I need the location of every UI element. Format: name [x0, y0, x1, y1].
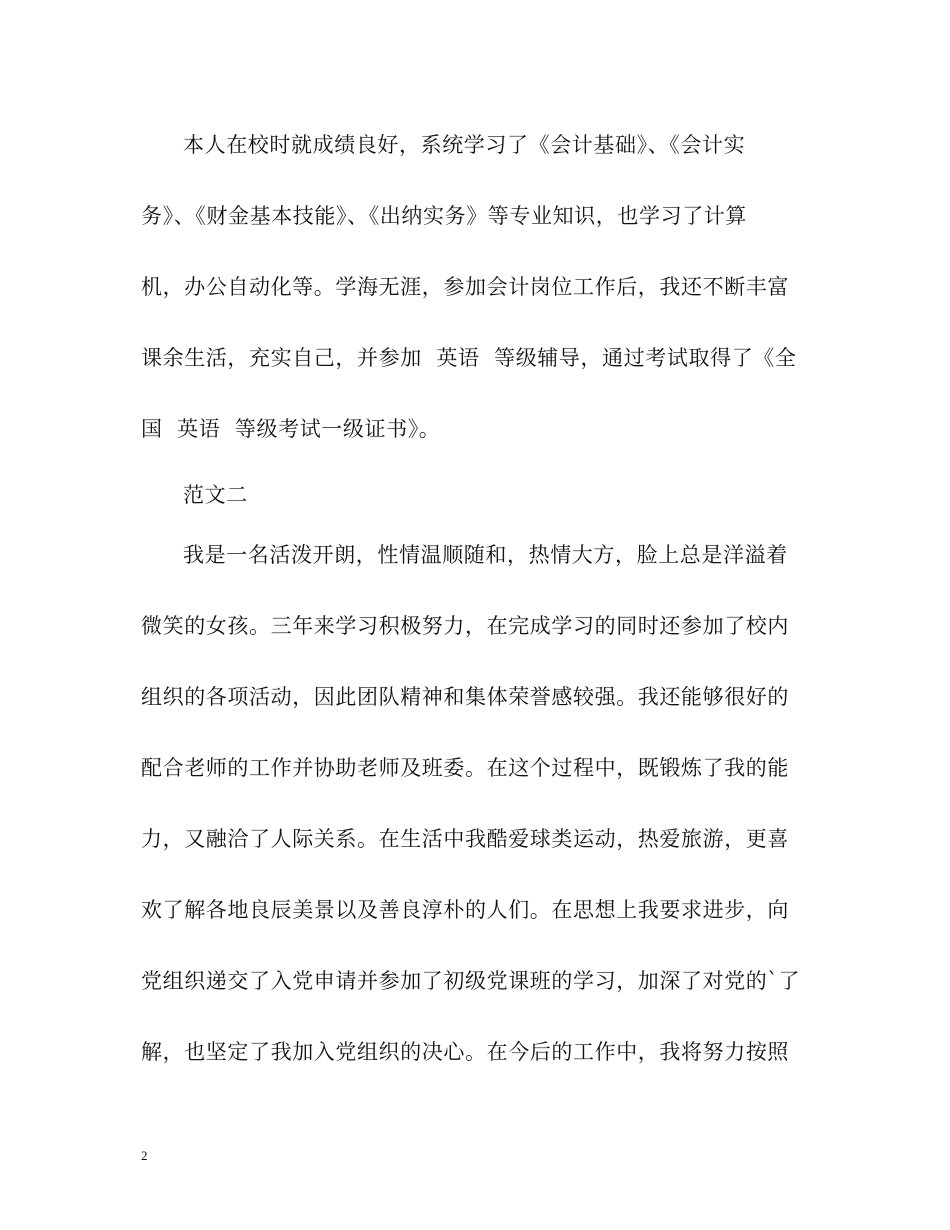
paragraph-line: 配合老师的工作并协助老师及班委。在这个过程中，既锻炼了我的能 — [141, 756, 789, 780]
paragraph-line: 机，办公自动化等。学海无涯，参加会计岗位工作后，我还不断丰富 — [141, 275, 789, 299]
page-number: 2 — [141, 1148, 148, 1163]
paragraph-line: 欢了解各地良辰美景以及善良淳朴的人们。在思想上我要求进步，向 — [141, 898, 789, 922]
paragraph-line: 力，又融洽了人际关系。在生活中我酷爱球类运动，热爱旅游，更喜 — [141, 827, 789, 851]
paragraph-line: 组织的各项活动，因此团队精神和集体荣誉感较强。我还能够很好的 — [141, 685, 789, 709]
paragraph-line: 课余生活，充实自己，并参加 英语 等级辅导，通过考试取得了《全 — [141, 346, 797, 370]
paragraph-line: 党组织递交了入党申请并参加了初级党课班的学习，加深了对党的`了 — [141, 969, 801, 993]
paragraph-line: 微笑的女孩。三年来学习积极努力，在完成学习的同时还参加了校内 — [141, 614, 789, 638]
paragraph-line: 务》、《财金基本技能》、《出纳实务》等专业知识，也学习了计算 — [141, 204, 747, 228]
paragraph-line: 解，也坚定了我加入党组织的决心。在今后的工作中，我将努力按照 — [141, 1040, 789, 1064]
section-heading: 范文二 — [183, 483, 248, 507]
paragraph-line: 国 英语 等级考试一级证书》。 — [141, 417, 441, 441]
paragraph-line: 我是一名活泼开朗，性情温顺随和，热情大方，脸上总是洋溢着 — [183, 543, 788, 567]
paragraph-line: 本人在校时就成绩良好，系统学习了《会计基础》、《会计实 — [183, 133, 746, 157]
